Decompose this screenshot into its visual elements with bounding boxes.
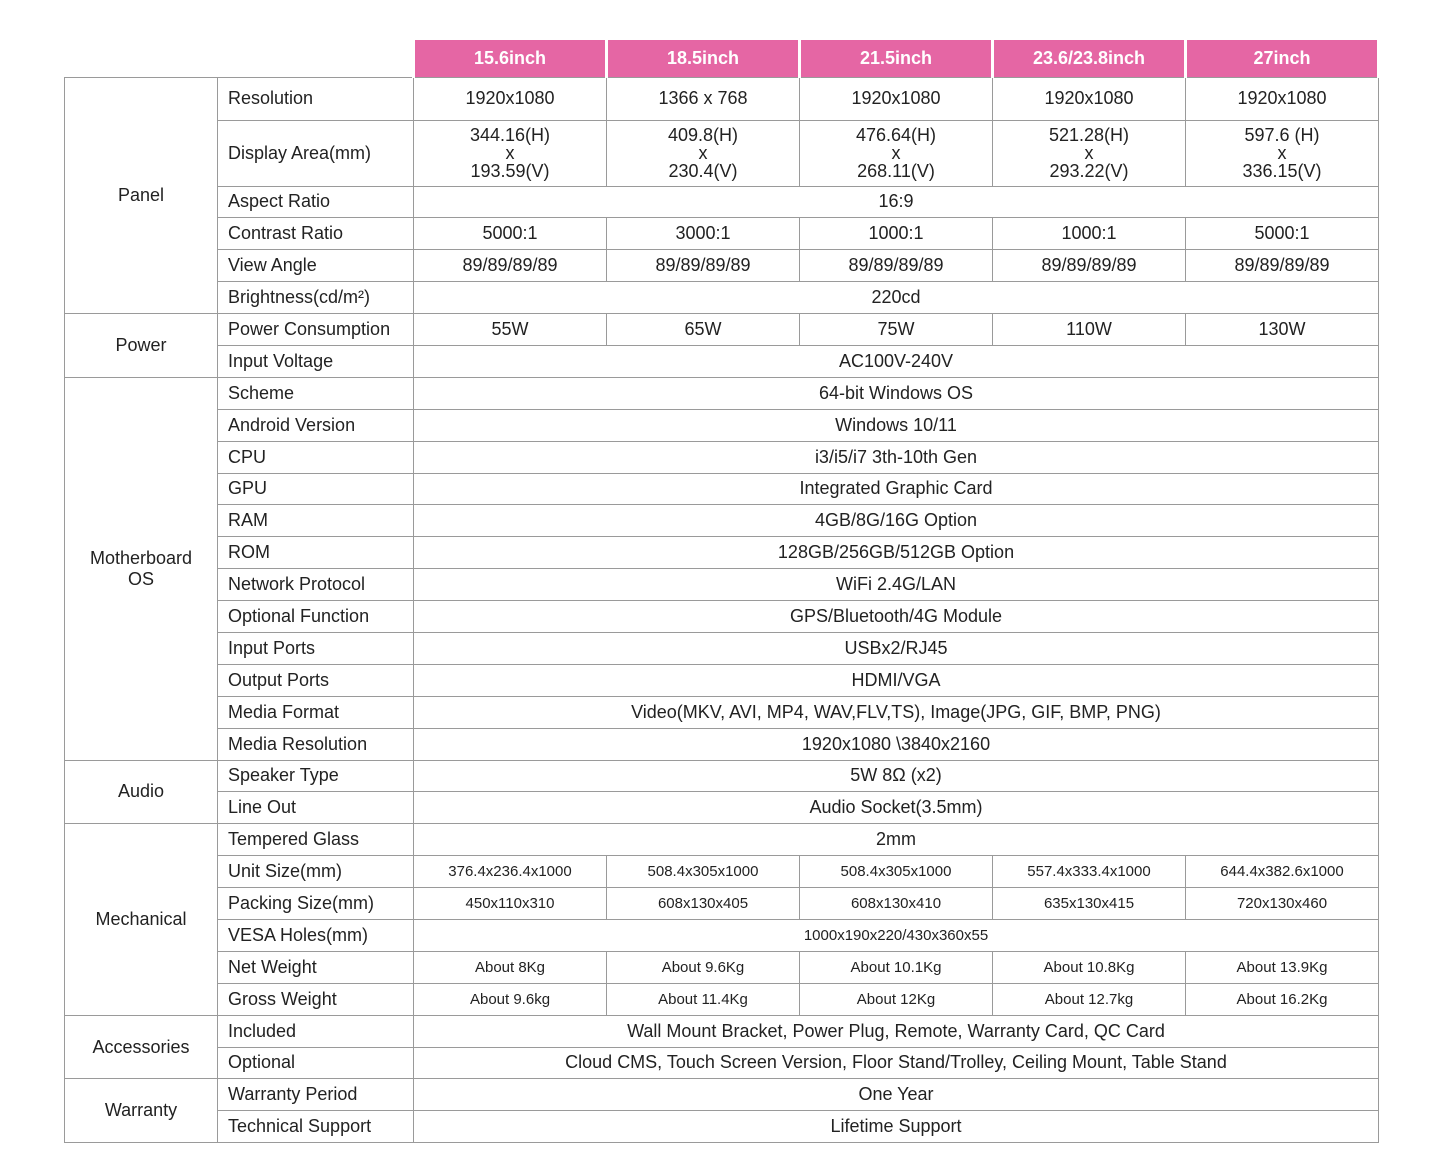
table-row (65, 951, 1379, 983)
cell: 720x130x460 (1186, 888, 1379, 920)
table-row (65, 282, 1379, 314)
cell: 1000x190x220/430x360x55 (414, 919, 1379, 951)
table-row (65, 983, 1379, 1015)
category-power: Power (65, 314, 218, 378)
cell-v: 193.59(V) (470, 161, 550, 181)
table-row (65, 250, 1379, 282)
cell: 110W (993, 314, 1186, 346)
cell-v: 268.11(V) (857, 161, 935, 181)
category-mechanical: Mechanical (65, 824, 218, 1015)
cell: About 9.6Kg (607, 951, 800, 983)
cell-x: x (698, 143, 708, 163)
row-label: Warranty Period (218, 1079, 414, 1111)
cell: 4GB/8G/16G Option (414, 505, 1379, 537)
cell: 1366 x 768 (607, 77, 800, 120)
table-row (65, 601, 1379, 633)
row-label: GPU (218, 473, 414, 505)
row-label: Included (218, 1015, 414, 1047)
cell: About 11.4Kg (607, 983, 800, 1015)
table-row (65, 345, 1379, 377)
table-row (65, 441, 1379, 473)
table-row (65, 1079, 1379, 1111)
cell: Integrated Graphic Card (414, 473, 1379, 505)
cell: About 10.8Kg (993, 951, 1186, 983)
row-label: Optional (218, 1047, 414, 1079)
cell: 1000:1 (993, 218, 1186, 250)
row-label: Speaker Type (218, 760, 414, 792)
row-label: Gross Weight (218, 983, 414, 1015)
cell: 508.4x305x1000 (607, 856, 800, 888)
cell: 635x130x415 (993, 888, 1186, 920)
row-label: Technical Support (218, 1111, 414, 1143)
row-label: View Angle (218, 250, 414, 282)
cell: About 12Kg (800, 983, 993, 1015)
category-accessories: Accessories (65, 1015, 218, 1079)
cell-h: 344.16(H) (469, 125, 551, 145)
cell: 89/89/89/89 (414, 250, 607, 282)
table-row (65, 1111, 1379, 1143)
cell: 130W (1186, 314, 1379, 346)
cell: 64-bit Windows OS (414, 377, 1379, 409)
row-label: Network Protocol (218, 569, 414, 601)
header-col: 21.5inch (800, 40, 993, 77)
row-label: Input Voltage (218, 345, 414, 377)
cell-x: x (505, 143, 515, 163)
table-row (65, 218, 1379, 250)
cell: USBx2/RJ45 (414, 632, 1379, 664)
category-warranty: Warranty (65, 1079, 218, 1143)
cell-v: 293.22(V) (1049, 161, 1129, 181)
cell: About 10.1Kg (800, 951, 993, 983)
table-row (65, 919, 1379, 951)
category-line: OS (127, 568, 154, 589)
cell: 128GB/256GB/512GB Option (414, 537, 1379, 569)
cell: Windows 10/11 (414, 409, 1379, 441)
cell: 5000:1 (414, 218, 607, 250)
cell: HDMI/VGA (414, 664, 1379, 696)
cell: 3000:1 (607, 218, 800, 250)
header-col: 15.6inch (414, 40, 607, 77)
row-label: Output Ports (218, 664, 414, 696)
row-label: Contrast Ratio (218, 218, 414, 250)
row-label: Scheme (218, 377, 414, 409)
cell (993, 120, 1186, 186)
spec-table (64, 40, 1380, 1143)
cell: Video(MKV, AVI, MP4, WAV,FLV,TS), Image(JPG, GIF, BMP, PNG) (414, 696, 1379, 728)
cell: 89/89/89/89 (1186, 250, 1379, 282)
header-blank (65, 40, 414, 77)
cell-v: 230.4(V) (668, 161, 738, 181)
cell-h: 476.64(H) (855, 125, 937, 145)
cell: 5000:1 (1186, 218, 1379, 250)
cell: 450x110x310 (414, 888, 607, 920)
cell-x: x (891, 143, 901, 163)
cell: 608x130x405 (607, 888, 800, 920)
row-label: Android Version (218, 409, 414, 441)
cell: About 16.2Kg (1186, 983, 1379, 1015)
cell: 1920x1080 (993, 77, 1186, 120)
row-label: Input Ports (218, 632, 414, 664)
header-col: 27inch (1186, 40, 1379, 77)
table-row (65, 1015, 1379, 1047)
row-label: Packing Size(mm) (218, 888, 414, 920)
cell: About 13.9Kg (1186, 951, 1379, 983)
cell: 1920x1080 (800, 77, 993, 120)
cell: 16:9 (414, 186, 1379, 218)
cell: 65W (607, 314, 800, 346)
cell: WiFi 2.4G/LAN (414, 569, 1379, 601)
row-label: Power Consumption (218, 314, 414, 346)
row-label: Media Format (218, 696, 414, 728)
row-label: RAM (218, 505, 414, 537)
cell: Audio Socket(3.5mm) (414, 792, 1379, 824)
category-panel: Panel (65, 77, 218, 314)
cell: GPS/Bluetooth/4G Module (414, 601, 1379, 633)
cell: 55W (414, 314, 607, 346)
cell: Cloud CMS, Touch Screen Version, Floor Stand/Trolley, Ceiling Mount, Table Stand (414, 1047, 1379, 1079)
cell: 1000:1 (800, 218, 993, 250)
cell-h: 597.6 (H) (1244, 125, 1320, 145)
table-row (65, 888, 1379, 920)
cell: Lifetime Support (414, 1111, 1379, 1143)
cell: 508.4x305x1000 (800, 856, 993, 888)
cell: 1920x1080 (414, 77, 607, 120)
table-row (65, 760, 1379, 792)
table-row (65, 632, 1379, 664)
cell: 557.4x333.4x1000 (993, 856, 1186, 888)
cell (607, 120, 800, 186)
table-row (65, 505, 1379, 537)
cell: 2mm (414, 824, 1379, 856)
cell: i3/i5/i7 3th-10th Gen (414, 441, 1379, 473)
cell: 644.4x382.6x1000 (1186, 856, 1379, 888)
table-row (65, 664, 1379, 696)
table-row (65, 186, 1379, 218)
cell (414, 120, 607, 186)
cell: 1920x1080 \3840x2160 (414, 728, 1379, 760)
cell: 608x130x410 (800, 888, 993, 920)
table-row (65, 377, 1379, 409)
row-label: Tempered Glass (218, 824, 414, 856)
table-row (65, 569, 1379, 601)
table-row (65, 409, 1379, 441)
row-label: Media Resolution (218, 728, 414, 760)
cell: Wall Mount Bracket, Power Plug, Remote, Warranty Card, QC Card (414, 1015, 1379, 1047)
table-row (65, 314, 1379, 346)
table-row (65, 1047, 1379, 1079)
table-row (65, 824, 1379, 856)
row-label: Optional Function (218, 601, 414, 633)
category-audio: Audio (65, 760, 218, 824)
row-label: VESA Holes(mm) (218, 919, 414, 951)
cell: AC100V-240V (414, 345, 1379, 377)
cell-h: 521.28(H) (1048, 125, 1130, 145)
row-label: Resolution (218, 77, 414, 120)
cell: About 12.7kg (993, 983, 1186, 1015)
table-row (65, 696, 1379, 728)
header-col: 18.5inch (607, 40, 800, 77)
cell: 75W (800, 314, 993, 346)
spec-sheet (64, 40, 1378, 1143)
row-label: Line Out (218, 792, 414, 824)
header-row (65, 40, 1379, 77)
table-row (65, 120, 1379, 186)
table-row (65, 77, 1379, 120)
table-row (65, 792, 1379, 824)
cell: 89/89/89/89 (607, 250, 800, 282)
row-label: Display Area(mm) (218, 120, 414, 186)
category-line: Motherboard (89, 547, 193, 568)
row-label: ROM (218, 537, 414, 569)
table-row (65, 473, 1379, 505)
cell-x: x (1277, 143, 1287, 163)
category-motherboard (65, 377, 218, 760)
table-row (65, 728, 1379, 760)
cell: 220cd (414, 282, 1379, 314)
cell (1186, 120, 1379, 186)
cell-v: 336.15(V) (1242, 161, 1322, 181)
cell-x: x (1084, 143, 1094, 163)
cell: 1920x1080 (1186, 77, 1379, 120)
header-col: 23.6/23.8inch (993, 40, 1186, 77)
cell-h: 409.8(H) (667, 125, 739, 145)
table-row (65, 856, 1379, 888)
row-label: Aspect Ratio (218, 186, 414, 218)
cell: 89/89/89/89 (800, 250, 993, 282)
cell: One Year (414, 1079, 1379, 1111)
row-label: Unit Size(mm) (218, 856, 414, 888)
row-label: Brightness(cd/m²) (218, 282, 414, 314)
cell: About 9.6kg (414, 983, 607, 1015)
cell: About 8Kg (414, 951, 607, 983)
table-row (65, 537, 1379, 569)
row-label: CPU (218, 441, 414, 473)
row-label: Net Weight (218, 951, 414, 983)
cell (800, 120, 993, 186)
cell: 376.4x236.4x1000 (414, 856, 607, 888)
cell: 5W 8Ω (x2) (414, 760, 1379, 792)
cell: 89/89/89/89 (993, 250, 1186, 282)
